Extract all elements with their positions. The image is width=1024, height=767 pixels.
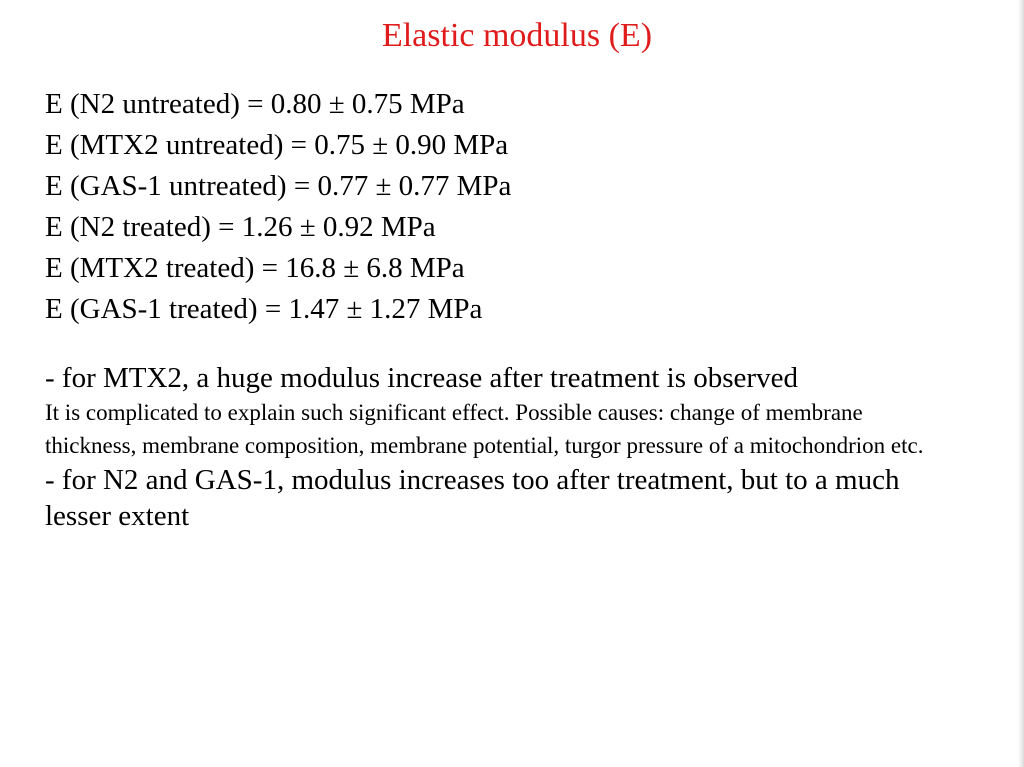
- mtx2-explanation: It is complicated to explain such significant effect. Possible causes: change of membrane thickness, membrane composition, membrane potential, turgor pressure of a mitochondrion etc.: [45, 400, 924, 458]
- modulus-value-list: [45, 84, 945, 330]
- slide-title: Elastic modulus (E): [381, 17, 653, 54]
- slide-edge-shadow: [1018, 0, 1024, 767]
- modulus-mtx2-treated: E (MTX2 treated) = 16.8 ± 6.8 MPa: [45, 252, 465, 284]
- modulus-mtx2-untreated: E (MTX2 untreated) = 0.75 ± 0.90 MPa: [45, 129, 509, 161]
- modulus-gas1-treated: E (GAS-1 treated) = 1.47 ± 1.27 MPa: [45, 293, 483, 325]
- n2-gas1-observation: - for N2 and GAS-1, modulus increases too after treatment, but to a much lesser extent: [45, 464, 900, 532]
- modulus-n2-treated: E (N2 treated) = 1.26 ± 0.92 MPa: [45, 211, 436, 243]
- modulus-gas1-untreated: E (GAS-1 untreated) = 0.77 ± 0.77 MPa: [45, 170, 512, 202]
- mtx2-observation: - for MTX2, a huge modulus increase after treatment is observed: [45, 362, 798, 394]
- observation-notes: [45, 360, 975, 534]
- modulus-n2-untreated: E (N2 untreated) = 0.80 ± 0.75 MPa: [45, 88, 465, 120]
